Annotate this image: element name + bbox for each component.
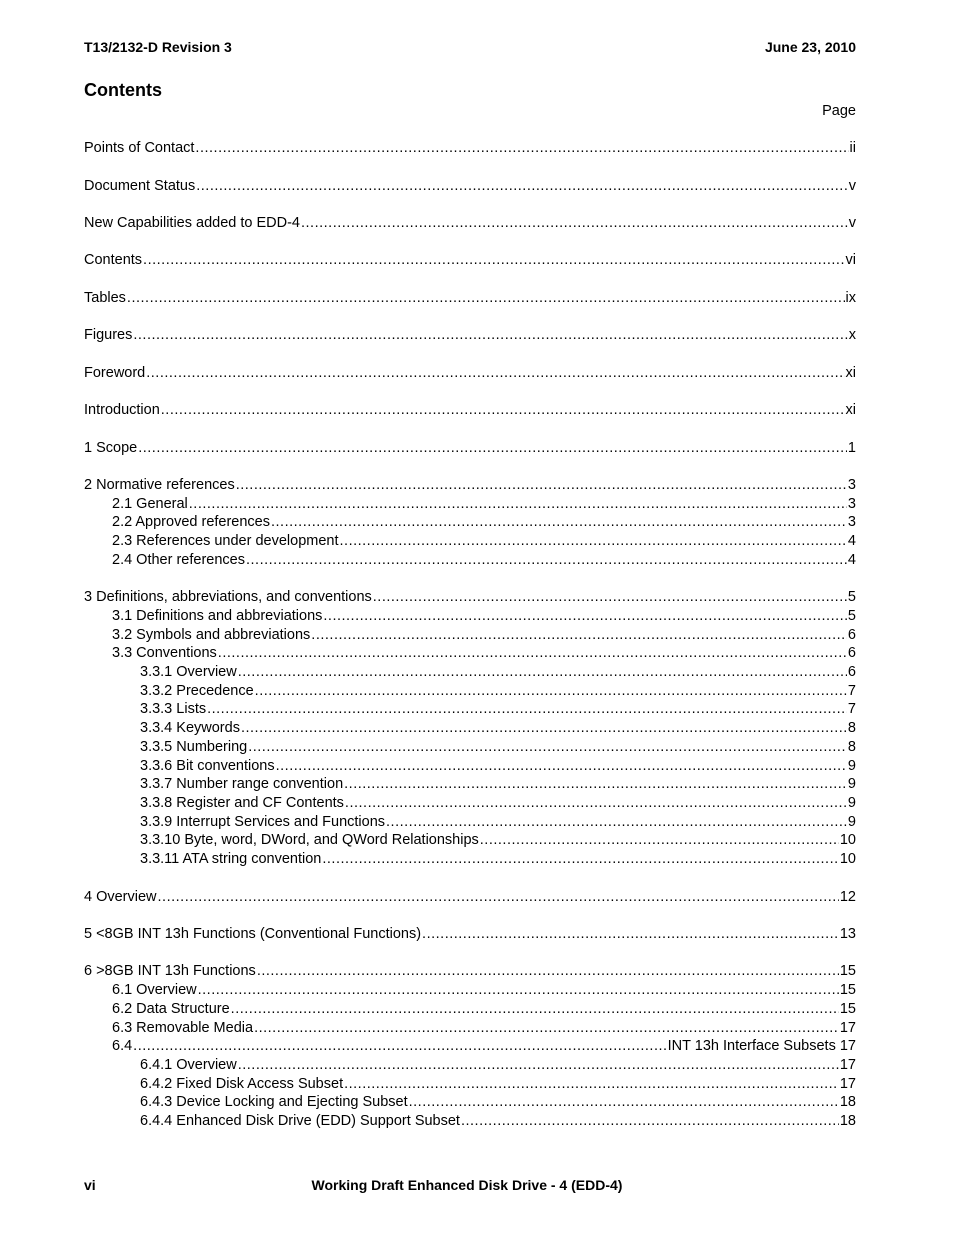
toc-leader-dots [480, 831, 839, 849]
toc-entry-page: 8 [847, 739, 856, 755]
toc-leader-dots [196, 177, 848, 195]
toc-entry-title: 3.3.7 Number range convention [140, 776, 344, 792]
toc-entry[interactable] [84, 289, 856, 307]
footer-page-number: vi [84, 1177, 96, 1193]
toc-entry-page: 5 [847, 608, 856, 624]
toc-leader-dots [311, 626, 847, 644]
toc-entry-page: 10 [839, 832, 856, 848]
toc-entry[interactable] [140, 1093, 856, 1111]
toc-entry-title: 2.2 Approved references [112, 514, 270, 530]
toc-entry-page: 8 [847, 720, 856, 736]
toc-entry-page: 18 [839, 1113, 856, 1129]
toc-entry-title: 6.4.3 Device Locking and Ejecting Subset [140, 1094, 408, 1110]
toc-entry[interactable] [112, 644, 856, 662]
toc-entry[interactable] [140, 719, 856, 737]
toc-leader-dots [146, 364, 844, 382]
toc-entry-page: vi [845, 252, 856, 268]
toc-entry-title: 1 Scope [84, 440, 138, 456]
toc-entry[interactable] [84, 925, 856, 943]
header-doc-id: T13/2132-D Revision 3 [84, 39, 232, 55]
toc-leader-dots [344, 1075, 839, 1093]
toc-entry[interactable] [84, 326, 856, 344]
toc-entry-page: 9 [847, 758, 856, 774]
toc-entry[interactable] [112, 607, 856, 625]
table-of-contents [84, 0, 856, 1235]
toc-entry[interactable] [140, 775, 856, 793]
toc-entry[interactable] [84, 214, 856, 232]
toc-leader-dots [236, 476, 847, 494]
toc-entry-page: 9 [847, 814, 856, 830]
toc-entry[interactable] [140, 794, 856, 812]
toc-entry-title: 6.4 [112, 1038, 133, 1054]
toc-entry-page: v [848, 178, 856, 194]
toc-entry-page: ii [849, 140, 856, 156]
toc-entry[interactable] [84, 476, 856, 494]
toc-entry-page: xi [845, 365, 856, 381]
toc-entry-title: 2.4 Other references [112, 552, 245, 568]
toc-entry[interactable] [140, 738, 856, 756]
toc-entry-page: 15 [839, 982, 856, 998]
toc-entry-title: Points of Contact [84, 140, 195, 156]
page-title: Contents [84, 80, 162, 100]
toc-entry-title: 3.3.8 Register and CF Contents [140, 795, 344, 811]
toc-entry[interactable] [140, 700, 856, 718]
toc-entry-title: 3.3 Conventions [112, 645, 217, 661]
toc-entry-page: 6 [847, 627, 856, 643]
toc-entry-title: 3.3.11 ATA string convention [140, 851, 322, 867]
toc-entry[interactable] [140, 757, 856, 775]
toc-entry-title: Document Status [84, 178, 196, 194]
toc-entry[interactable] [112, 981, 856, 999]
toc-entry[interactable] [84, 888, 856, 906]
toc-entry-title: Tables [84, 290, 126, 306]
toc-entry-page: 17 [839, 1057, 856, 1073]
toc-entry-page: 3 [847, 496, 856, 512]
toc-entry[interactable] [140, 1112, 856, 1130]
toc-entry[interactable] [140, 682, 856, 700]
toc-leader-dots [248, 738, 847, 756]
toc-entry[interactable] [140, 1075, 856, 1093]
toc-entry-title: 3.3.9 Interrupt Services and Functions [140, 814, 386, 830]
toc-entry-title: 2.1 General [112, 496, 188, 512]
toc-entry-title: 3 Definitions, abbreviations, and conventions [84, 589, 372, 605]
toc-entry-title: Introduction [84, 402, 160, 418]
toc-entry[interactable] [84, 401, 856, 419]
toc-entry-page: 7 [847, 701, 856, 717]
toc-entry-page: 3 [847, 477, 856, 493]
page-column-label: Page [822, 103, 856, 119]
toc-entry-title: 3.3.6 Bit conventions [140, 758, 275, 774]
toc-entry-page: 15 [839, 963, 856, 979]
toc-leader-dots [323, 607, 847, 625]
toc-leader-dots [238, 1056, 839, 1074]
toc-entry[interactable] [140, 813, 856, 831]
toc-entry-title: 3.3.3 Lists [140, 701, 207, 717]
toc-entry[interactable] [112, 1037, 856, 1055]
toc-entry-page: 17 [839, 1076, 856, 1092]
toc-leader-dots [246, 551, 847, 569]
toc-entry-title: 2 Normative references [84, 477, 235, 493]
toc-entry-title: Figures [84, 327, 133, 343]
footer-doc-title: Working Draft Enhanced Disk Drive - 4 (EDD-4) [311, 1177, 623, 1193]
toc-leader-dots [255, 682, 847, 700]
toc-entry[interactable] [112, 1000, 856, 1018]
toc-entry-title: New Capabilities added to EDD-4 [84, 215, 300, 231]
toc-entry-title: 6.2 Data Structure [112, 1001, 230, 1017]
toc-leader-dots [345, 794, 847, 812]
toc-entry-title: 6.4.2 Fixed Disk Access Subset [140, 1076, 344, 1092]
toc-entry[interactable] [84, 588, 856, 606]
toc-entry-page: x [848, 327, 856, 343]
toc-leader-dots [340, 532, 847, 550]
toc-entry-page: xi [845, 402, 856, 418]
toc-entry-page: 15 [839, 1001, 856, 1017]
toc-leader-dots [138, 439, 847, 457]
toc-entry-page: 9 [847, 795, 856, 811]
toc-entry[interactable] [112, 532, 856, 550]
toc-leader-dots [241, 719, 847, 737]
toc-entry-page: 13 [839, 926, 856, 942]
toc-leader-dots [161, 401, 845, 419]
toc-entry[interactable] [140, 831, 856, 849]
toc-leader-dots [301, 214, 848, 232]
toc-leader-dots [257, 962, 839, 980]
toc-leader-dots [344, 775, 847, 793]
toc-entry-page: 9 [847, 776, 856, 792]
toc-leader-dots [127, 289, 845, 307]
toc-leader-dots [422, 925, 839, 943]
toc-entry-title: 4 Overview [84, 889, 157, 905]
toc-entry[interactable] [84, 962, 856, 980]
toc-entry[interactable] [84, 177, 856, 195]
toc-entry-page: 6 [847, 664, 856, 680]
toc-entry-page: 17 [839, 1020, 856, 1036]
toc-entry-page: 3 [847, 514, 856, 530]
toc-entry-page: 6 [847, 645, 856, 661]
toc-entry[interactable] [84, 439, 856, 457]
toc-entry[interactable] [112, 495, 856, 513]
toc-entry[interactable] [84, 139, 856, 157]
toc-leader-dots [198, 981, 839, 999]
toc-entry-title: 3.3.1 Overview [140, 664, 237, 680]
toc-leader-dots [461, 1112, 839, 1130]
toc-entry-page: 5 [847, 589, 856, 605]
toc-entry[interactable] [140, 663, 856, 681]
toc-leader-dots [373, 588, 847, 606]
toc-entry-title: 3.3.10 Byte, word, DWord, and QWord Relationships [140, 832, 479, 848]
toc-entry-page: 4 [847, 533, 856, 549]
toc-entry[interactable] [84, 251, 856, 269]
toc-leader-dots [276, 757, 847, 775]
toc-entry-page: INT 13h Interface Subsets 17 [667, 1038, 856, 1054]
toc-entry[interactable] [112, 551, 856, 569]
toc-entry-title: 6.4.4 Enhanced Disk Drive (EDD) Support Subset [140, 1113, 460, 1129]
toc-entry-title: 5 <8GB INT 13h Functions (Conventional Functions) [84, 926, 422, 942]
toc-leader-dots [409, 1093, 839, 1111]
toc-entry-title: 6.3 Removable Media [112, 1020, 254, 1036]
toc-entry-page: 1 [847, 440, 856, 456]
toc-leader-dots [195, 139, 848, 157]
toc-entry[interactable] [112, 626, 856, 644]
toc-entry-page: 7 [847, 683, 856, 699]
toc-leader-dots [218, 644, 847, 662]
toc-entry-title: 3.3.5 Numbering [140, 739, 248, 755]
toc-entry[interactable] [140, 1056, 856, 1074]
toc-entry-title: 2.3 References under development [112, 533, 339, 549]
toc-entry-page: 18 [839, 1094, 856, 1110]
toc-entry[interactable] [84, 364, 856, 382]
toc-entry-title: Contents [84, 252, 143, 268]
toc-entry[interactable] [112, 1019, 856, 1037]
toc-leader-dots [271, 513, 847, 531]
toc-entry-title: 6 >8GB INT 13h Functions [84, 963, 256, 979]
toc-leader-dots [143, 251, 844, 269]
toc-entry-page: v [848, 215, 856, 231]
toc-entry-page: ix [845, 290, 856, 306]
toc-leader-dots [386, 813, 847, 831]
toc-entry-title: 6.1 Overview [112, 982, 197, 998]
toc-entry-page: 12 [839, 889, 856, 905]
toc-leader-dots [231, 1000, 839, 1018]
toc-leader-dots [133, 326, 847, 344]
toc-entry[interactable] [112, 513, 856, 531]
toc-entry-title: 3.1 Definitions and abbreviations [112, 608, 323, 624]
toc-entry-title: 3.3.2 Precedence [140, 683, 254, 699]
toc-entry-title: 6.4.1 Overview [140, 1057, 237, 1073]
toc-entry-page: 10 [839, 851, 856, 867]
toc-entry-title: Foreword [84, 365, 146, 381]
toc-entry[interactable] [140, 850, 856, 868]
toc-leader-dots [322, 850, 838, 868]
toc-leader-dots [254, 1019, 839, 1037]
toc-leader-dots [189, 495, 847, 513]
toc-entry-title: 3.3.4 Keywords [140, 720, 240, 736]
toc-leader-dots [238, 663, 847, 681]
toc-leader-dots [158, 888, 839, 906]
toc-leader-dots [207, 700, 847, 718]
toc-leader-dots [133, 1037, 666, 1055]
header-date: June 23, 2010 [764, 39, 856, 55]
toc-entry-page: 4 [847, 552, 856, 568]
toc-entry-title: 3.2 Symbols and abbreviations [112, 627, 311, 643]
